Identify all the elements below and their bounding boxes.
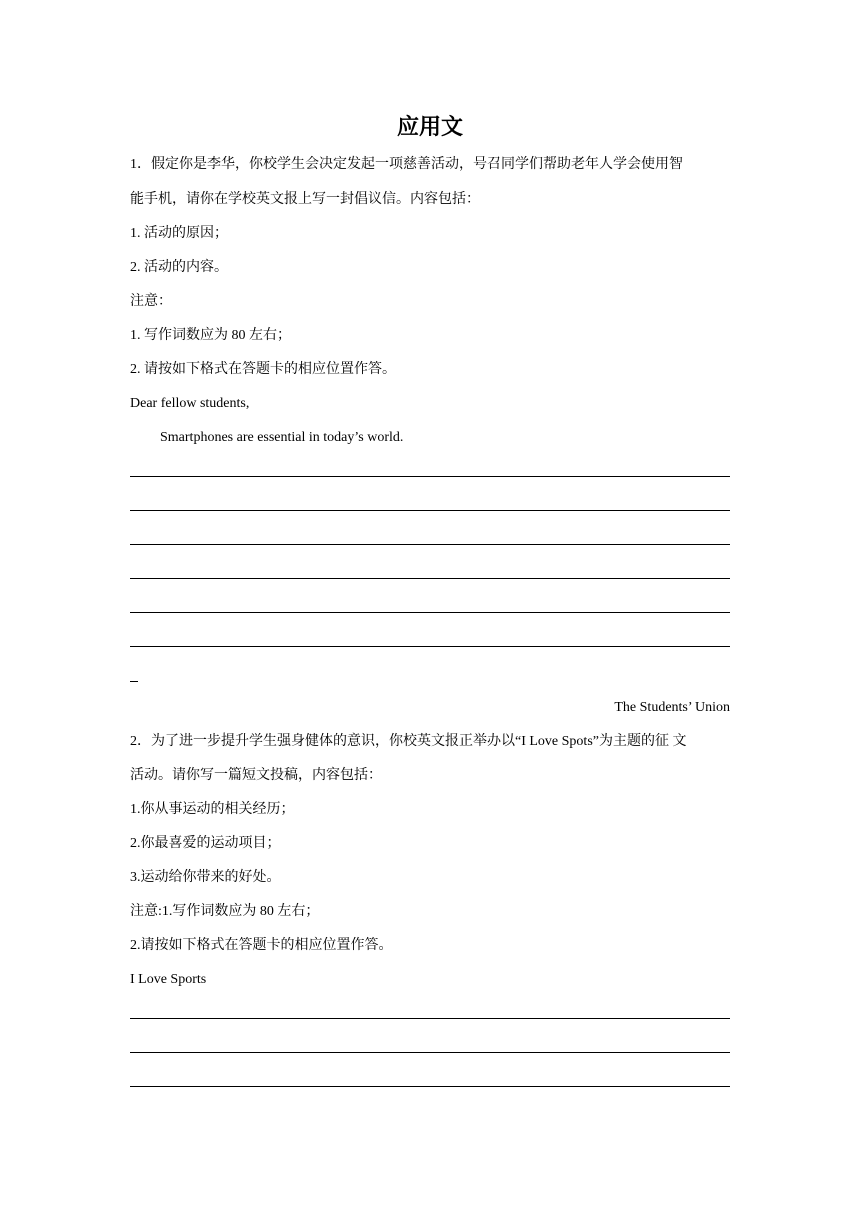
q1-prompt-line-1: 1．假定你是李华，你校学生会决定发起一项慈善活动，号召同学们帮助老年人学会使用智 [130,157,683,172]
q1-answer-line [130,612,730,613]
q2-content-item-2: 2.你最喜爱的运动项目； [130,836,281,851]
document-page [130,0,730,1216]
q2-prompt-line-1: 2．为了进一步提升学生强身健体的意识，你校英文报正举办以“I Love Spots”为主题的征 文 [130,734,687,749]
q2-essay-title: I Love Sports [130,972,207,987]
q2-content-item-1: 1.你从事运动的相关经历； [130,802,295,817]
q2-note-2: 2.请按如下格式在答题卡的相应位置作答。 [130,938,393,953]
q1-answer-line [130,544,730,545]
q1-note-label: 注意： [130,294,172,309]
page-title: 应用文 [396,114,463,139]
q1-signature: The Students’ Union [614,700,730,715]
q2-note-1: 注意:1.写作词数应为 80 左右； [130,904,320,919]
q1-content-item-1: 1. 活动的原因； [130,226,228,241]
q2-answer-line [130,1052,730,1053]
q1-answer-line [130,476,730,477]
q2-content-item-3: 3.运动给你带来的好处。 [130,870,281,885]
q1-note-1: 1. 写作词数应为 80 左右； [130,328,291,343]
q1-content-item-2: 2. 活动的内容。 [130,260,228,275]
q1-answer-line [130,646,730,647]
q2-answer-line [130,1018,730,1019]
q1-answer-line-end [130,681,138,682]
q2-answer-line [130,1086,730,1087]
q1-note-2: 2. 请按如下格式在答题卡的相应位置作答。 [130,362,396,377]
q1-answer-line [130,510,730,511]
q2-prompt-line-2: 活动。请你写一篇短文投稿，内容包括： [130,768,382,783]
q1-prompt-line-2: 能手机，请你在学校英文报上写一封倡议信。内容包括： [130,192,480,207]
q1-answer-line [130,578,730,579]
q1-salutation: Dear fellow students, [130,396,250,411]
q1-opening-sentence: Smartphones are essential in today’s world. [160,430,404,445]
